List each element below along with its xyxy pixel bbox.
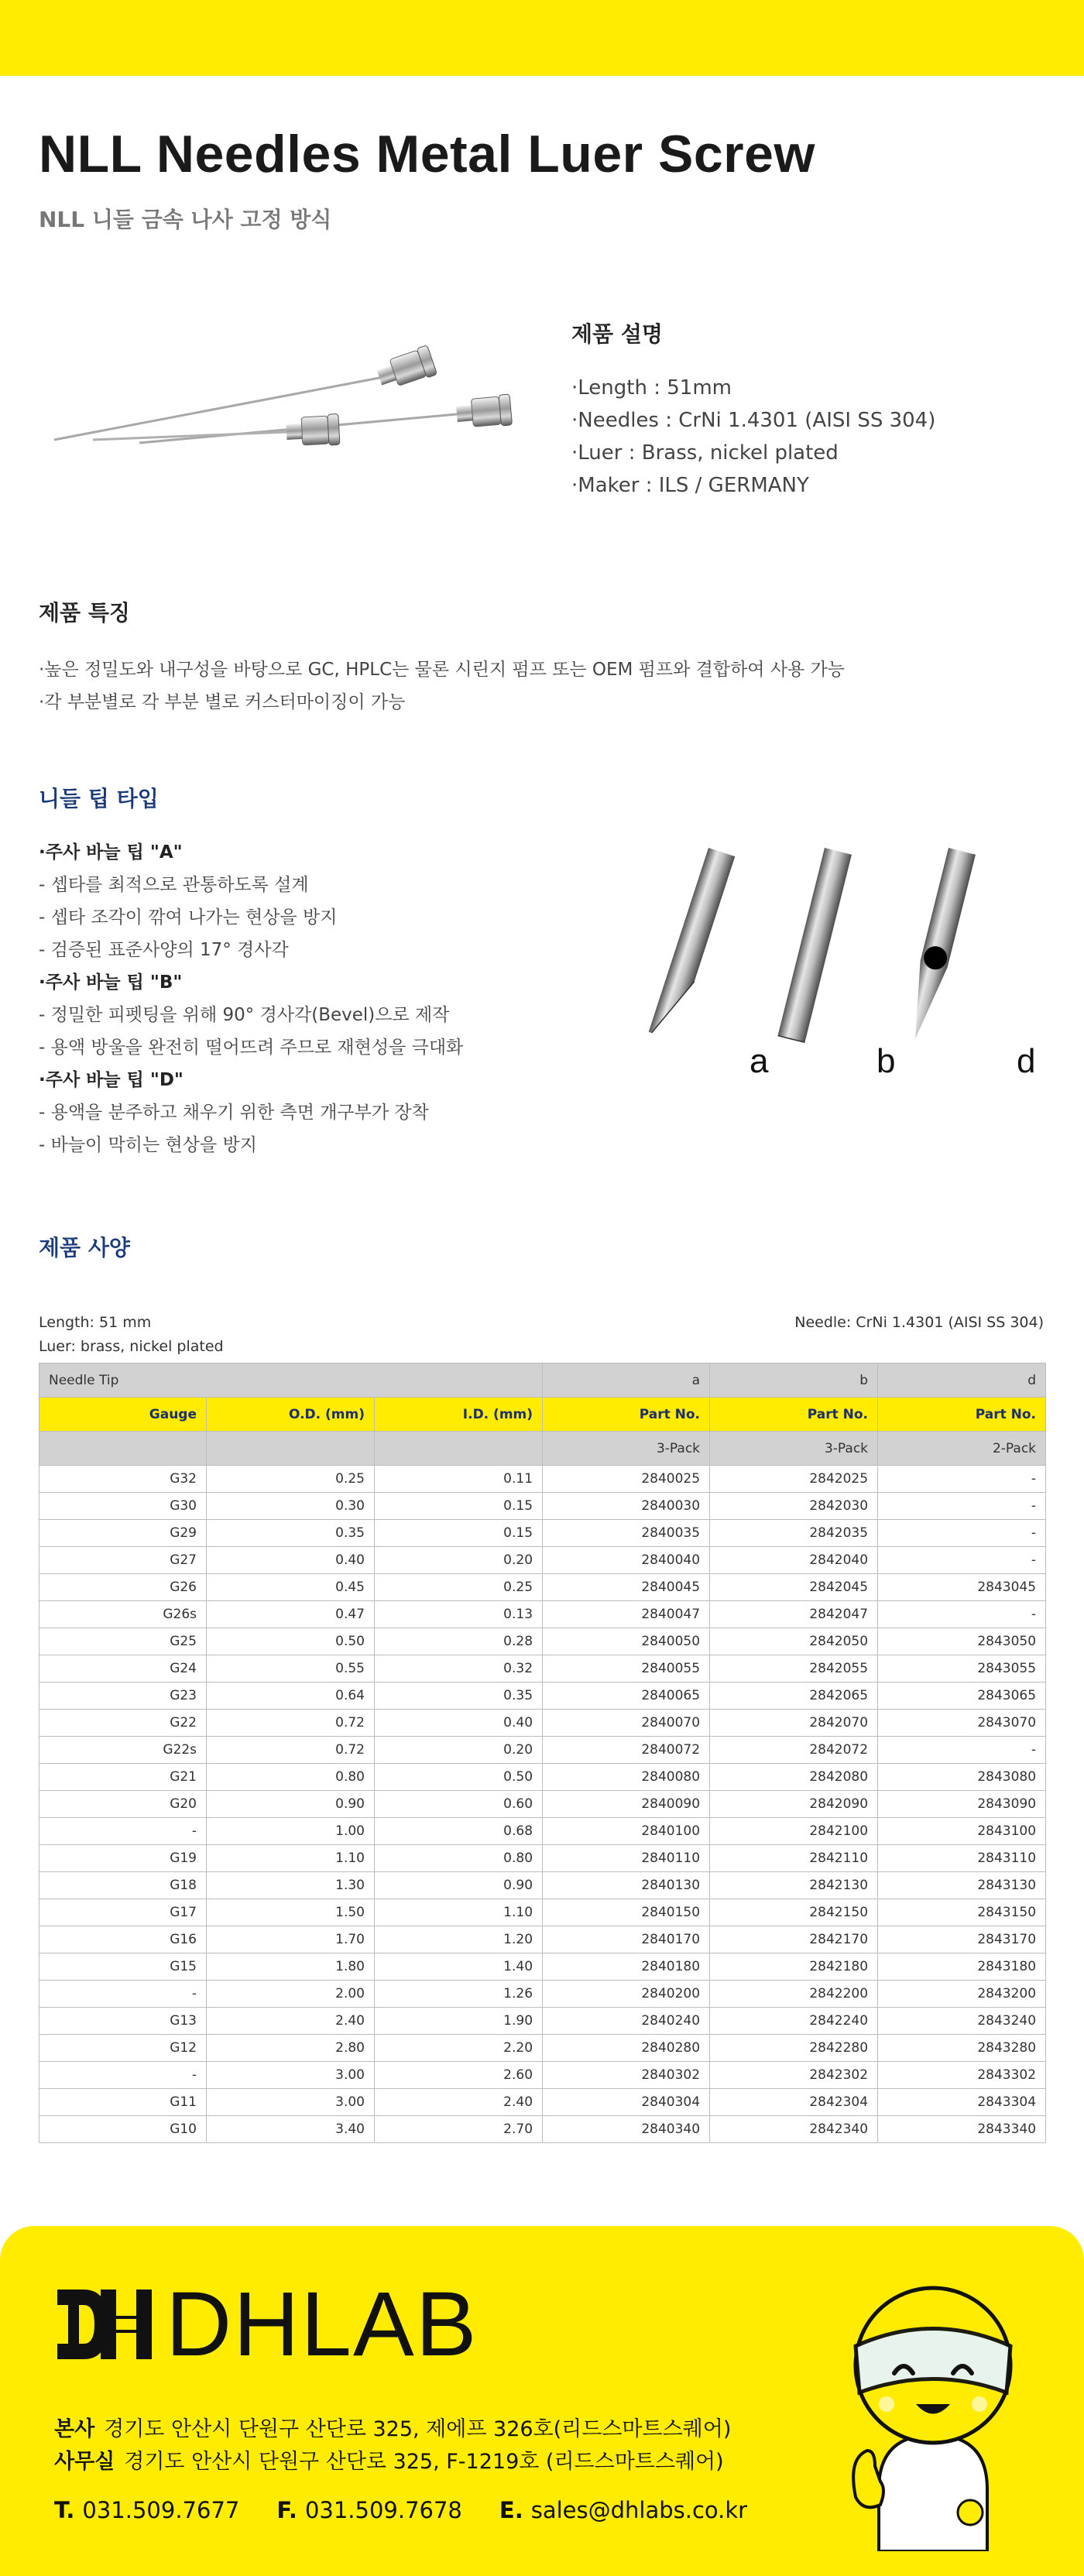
table-cell: 2.00 (207, 1981, 375, 2008)
table-cell: 1.10 (375, 1899, 543, 1926)
address-hq-label: 본사 (54, 2417, 95, 2441)
table-cell: 2840045 (543, 1574, 710, 1601)
table-cell: 2840025 (543, 1466, 710, 1493)
table-cell: 2840030 (543, 1493, 710, 1520)
tip-col-b: b (710, 1363, 878, 1398)
table-row (39, 1926, 1046, 1953)
feature-line: ·높은 정밀도와 내구성을 바탕으로 GC, HPLC는 물론 시린지 펌프 또는 OEM 펌프와 결합하여 사용 가능 (39, 660, 846, 680)
tip-label-cell: Needle Tip (39, 1363, 543, 1398)
table-cell: 2843280 (878, 2035, 1046, 2062)
table-cell: 1.80 (207, 1953, 375, 1981)
table-cell: G11 (39, 2089, 207, 2116)
email-link[interactable]: E. sales@dhlabs.co.kr (499, 2497, 748, 2523)
table-cell: 2843340 (878, 2116, 1046, 2143)
table-row (39, 2116, 1046, 2143)
spec-needle: Needle: CrNi 1.4301 (AISI SS 304) (794, 1314, 1044, 1331)
table-cell: 2842045 (710, 1574, 878, 1601)
table-row (39, 1845, 1046, 1872)
table-row (39, 2089, 1046, 2116)
table-row (39, 1466, 1046, 1493)
table-header-row (39, 1398, 1046, 1432)
table-cell: G27 (39, 1547, 207, 1574)
table-cell: 1.10 (207, 1845, 375, 1872)
tip-b-label: b (876, 1042, 896, 1080)
table-cell: 0.20 (375, 1737, 543, 1764)
table-cell: 1.50 (207, 1899, 375, 1926)
table-cell: G30 (39, 1493, 207, 1520)
table-cell: 2843090 (878, 1791, 1046, 1818)
table-cell: 2840280 (543, 2035, 710, 2062)
table-cell: 2842072 (710, 1737, 878, 1764)
fax: F. 031.509.7678 (276, 2497, 462, 2523)
table-cell: - (878, 1520, 1046, 1547)
table-cell: 3.00 (207, 2089, 375, 2116)
tip-b-item: - 정밀한 피펫팅을 위해 90° 경사각(Bevel)으로 제작 (39, 1005, 450, 1025)
table-cell: 0.13 (375, 1601, 543, 1628)
table-cell: 2840040 (543, 1547, 710, 1574)
table-cell: 2842035 (710, 1520, 878, 1547)
spec-luer: Luer: brass, nickel plated (39, 1338, 224, 1355)
table-cell: - (39, 1981, 207, 2008)
table-row (39, 1899, 1046, 1926)
table-cell: 2842040 (710, 1547, 878, 1574)
table-cell: 2.40 (207, 2008, 375, 2035)
table-cell: 2840170 (543, 1926, 710, 1953)
table-cell: 2.20 (375, 2035, 543, 2062)
tip-d-illustration (902, 848, 976, 1042)
table-cell: 2840200 (543, 1981, 710, 2008)
table-row (39, 1493, 1046, 1520)
description-line: ·Length : 51mm (571, 376, 732, 400)
column-header: I.D. (mm) (375, 1398, 543, 1432)
table-cell: 2843080 (878, 1764, 1046, 1791)
table-cell: 0.50 (375, 1764, 543, 1791)
table-cell: 2840100 (543, 1818, 710, 1845)
table-cell: 2842304 (710, 2089, 878, 2116)
table-cell: - (39, 1818, 207, 1845)
table-cell: 2843100 (878, 1818, 1046, 1845)
table-cell: - (878, 1737, 1046, 1764)
table-cell: 3.00 (207, 2062, 375, 2089)
table-row (39, 1953, 1046, 1981)
table-row (39, 2008, 1046, 2035)
table-cell: 2840340 (543, 2116, 710, 2143)
table-cell: 0.40 (207, 1547, 375, 1574)
table-cell: 3.40 (207, 2116, 375, 2143)
table-pack-row (39, 1432, 1046, 1466)
tip-a-illustration (649, 848, 735, 1041)
table-cell: G24 (39, 1655, 207, 1682)
table-cell: 2842302 (710, 2062, 878, 2089)
address-office (54, 2444, 724, 2475)
table-row (39, 1818, 1046, 1845)
table-cell: 1.70 (207, 1926, 375, 1953)
table-row (39, 1710, 1046, 1737)
table-cell: 2842090 (710, 1791, 878, 1818)
table-cell: G26s (39, 1601, 207, 1628)
table-cell: 0.90 (207, 1791, 375, 1818)
table-cell: 2843070 (878, 1710, 1046, 1737)
spec-heading: 제품 사양 (39, 1235, 130, 1261)
table-cell: 0.25 (375, 1574, 543, 1601)
table-cell: 0.15 (375, 1493, 543, 1520)
table-cell: 2.70 (375, 2116, 543, 2143)
table-cell: 2842130 (710, 1872, 878, 1899)
table-cell: 0.68 (375, 1818, 543, 1845)
address-office-label: 사무실 (54, 2450, 115, 2474)
table-cell: 0.28 (375, 1628, 543, 1655)
table-cell: 2842050 (710, 1628, 878, 1655)
tips-heading: 니들 팁 타입 (39, 786, 159, 811)
table-cell: 0.30 (207, 1493, 375, 1520)
description-line: ·Maker : ILS / GERMANY (571, 474, 809, 497)
table-cell: 2843180 (878, 1953, 1046, 1981)
table-cell: G25 (39, 1628, 207, 1655)
tip-b-item: - 용액 방울을 완전히 떨어뜨려 주므로 재현성을 극대화 (39, 1038, 464, 1058)
product-features (39, 596, 1045, 719)
table-cell: 0.64 (207, 1682, 375, 1710)
table-cell: 0.47 (207, 1601, 375, 1628)
table-cell: 1.00 (207, 1818, 375, 1845)
table-cell: G22 (39, 1710, 207, 1737)
table-row (39, 1981, 1046, 2008)
table-cell: 2840065 (543, 1682, 710, 1710)
table-cell: 2840150 (543, 1899, 710, 1926)
table-row (39, 1574, 1046, 1601)
table-cell: 2840047 (543, 1601, 710, 1628)
table-cell: - (878, 1493, 1046, 1520)
table-cell: 0.11 (375, 1466, 543, 1493)
column-header: O.D. (mm) (207, 1398, 375, 1432)
column-header: Gauge (39, 1398, 207, 1432)
table-cell: 0.32 (375, 1655, 543, 1682)
column-header: Part No. (878, 1398, 1046, 1432)
table-cell: 2842100 (710, 1818, 878, 1845)
table-cell: 2840055 (543, 1655, 710, 1682)
table-row (39, 1872, 1046, 1899)
table-cell: 2840240 (543, 2008, 710, 2035)
table-cell: 2.60 (375, 2062, 543, 2089)
address-hq (54, 2412, 731, 2442)
tip-a-heading: ·주사 바늘 팁 "A" (39, 842, 183, 863)
table-cell: G23 (39, 1682, 207, 1710)
table-cell: 0.60 (375, 1791, 543, 1818)
table-cell: 2.40 (375, 2089, 543, 2116)
spec-table (39, 1363, 1046, 2143)
table-cell: 2842110 (710, 1845, 878, 1872)
table-cell: 1.90 (375, 2008, 543, 2035)
feature-line: ·각 부분별로 각 부분 별로 커스터마이징이 가능 (39, 692, 406, 712)
tip-d-heading: ·주사 바늘 팁 "D" (39, 1070, 184, 1090)
table-cell: 2843170 (878, 1926, 1046, 1953)
contact-info (54, 2497, 747, 2523)
tip-d-item: - 용액을 분주하고 채우기 위한 측면 개구부가 장착 (39, 1103, 429, 1123)
pack-cell: 3-Pack (543, 1432, 710, 1466)
table-cell: 2840110 (543, 1845, 710, 1872)
table-cell: 2842070 (710, 1710, 878, 1737)
address-hq-text: 경기도 안산시 단원구 산단로 325, 제에프 326호(리드스마트스퀘어) (104, 2417, 732, 2441)
table-cell: 2843302 (878, 2062, 1046, 2089)
table-cell: G12 (39, 2035, 207, 2062)
table-row (39, 2062, 1046, 2089)
table-cell: G10 (39, 2116, 207, 2143)
table-cell: 2840302 (543, 2062, 710, 2089)
table-cell: 2840080 (543, 1764, 710, 1791)
table-cell: 2842047 (710, 1601, 878, 1628)
table-row (39, 1655, 1046, 1682)
column-header: Part No. (543, 1398, 710, 1432)
table-cell: G29 (39, 1520, 207, 1547)
needle-tip-diagram (635, 848, 1053, 1080)
table-cell: G21 (39, 1764, 207, 1791)
table-cell: 2843065 (878, 1682, 1046, 1710)
table-row (39, 1764, 1046, 1791)
table-cell: G26 (39, 1574, 207, 1601)
table-cell: 2842180 (710, 1953, 878, 1981)
tip-a-label: a (750, 1042, 769, 1080)
table-cell: 0.35 (375, 1682, 543, 1710)
table-cell: 2840180 (543, 1953, 710, 1981)
table-cell: 2842065 (710, 1682, 878, 1710)
table-cell: - (39, 2062, 207, 2089)
table-cell: G18 (39, 1872, 207, 1899)
table-cell: G20 (39, 1791, 207, 1818)
mascot-illustration (832, 2257, 1034, 2551)
table-cell: G15 (39, 1953, 207, 1981)
footer (0, 2226, 1084, 2576)
table-cell: - (878, 1466, 1046, 1493)
table-cell: 2842200 (710, 1981, 878, 2008)
table-row (39, 1601, 1046, 1628)
dhlab-logo (54, 2273, 479, 2375)
top-accent-bar (0, 0, 1084, 76)
table-cell: 0.20 (375, 1547, 543, 1574)
table-cell: 2843240 (878, 2008, 1046, 2035)
table-cell: 2842240 (710, 2008, 878, 2035)
table-cell: 2843055 (878, 1655, 1046, 1682)
table-cell: G32 (39, 1466, 207, 1493)
brand-name: DHLAB (166, 2273, 479, 2375)
table-row (39, 1520, 1046, 1547)
tip-col-d: d (878, 1363, 1046, 1398)
table-row (39, 1628, 1046, 1655)
table-cell: 2842280 (710, 2035, 878, 2062)
table-cell: G13 (39, 2008, 207, 2035)
table-cell: 2842340 (710, 2116, 878, 2143)
table-cell: - (878, 1547, 1046, 1574)
table-cell: 2842030 (710, 1493, 878, 1520)
table-row (39, 1737, 1046, 1764)
table-cell: 1.30 (207, 1872, 375, 1899)
table-cell: 2842080 (710, 1764, 878, 1791)
table-cell: 2840035 (543, 1520, 710, 1547)
table-cell: 2843050 (878, 1628, 1046, 1655)
table-cell: 0.80 (207, 1764, 375, 1791)
description-line: ·Luer : Brass, nickel plated (571, 441, 839, 465)
table-cell: 2.80 (207, 2035, 375, 2062)
needle-tip-types (39, 782, 658, 1161)
table-cell: 0.50 (207, 1628, 375, 1655)
features-heading: 제품 특징 (39, 600, 130, 626)
table-cell: 2842025 (710, 1466, 878, 1493)
table-cell: 0.72 (207, 1737, 375, 1764)
phone: T. 031.509.7677 (54, 2497, 240, 2523)
table-cell: 2843150 (878, 1899, 1046, 1926)
table-cell: 0.72 (207, 1710, 375, 1737)
table-cell: 2840050 (543, 1628, 710, 1655)
table-cell: G17 (39, 1899, 207, 1926)
table-tip-row (39, 1363, 1046, 1398)
dhlab-logo-icon (54, 2283, 155, 2365)
table-cell: G22s (39, 1737, 207, 1764)
column-header: Part No. (710, 1398, 878, 1432)
table-cell: 0.45 (207, 1574, 375, 1601)
table-cell: G16 (39, 1926, 207, 1953)
table-cell: 2840130 (543, 1872, 710, 1899)
tip-d-label: d (1017, 1042, 1036, 1080)
table-cell: 2843304 (878, 2089, 1046, 2116)
page-subtitle: NLL 니들 금속 나사 고정 방식 (39, 207, 332, 232)
pack-cell: 2-Pack (878, 1432, 1046, 1466)
table-cell: 2842150 (710, 1899, 878, 1926)
table-cell: 0.15 (375, 1520, 543, 1547)
tip-a-item: - 검증된 표준사양의 17° 경사각 (39, 940, 289, 960)
description-heading: 제품 설명 (571, 321, 663, 347)
table-cell: 1.20 (375, 1926, 543, 1953)
tip-a-item: - 셉타를 최적으로 관통하도록 설계 (39, 875, 309, 895)
table-cell: 2843200 (878, 1981, 1046, 2008)
table-cell: 1.26 (375, 1981, 543, 2008)
table-cell: 2842055 (710, 1655, 878, 1682)
table-cell: 1.40 (375, 1953, 543, 1981)
page-title: NLL Needles Metal Luer Screw (39, 125, 815, 184)
table-row (39, 1791, 1046, 1818)
table-cell: 2842170 (710, 1926, 878, 1953)
spec-length: Length: 51 mm (39, 1314, 152, 1331)
table-cell: 2840070 (543, 1710, 710, 1737)
table-cell: - (878, 1601, 1046, 1628)
table-cell: 2843110 (878, 1845, 1046, 1872)
table-row (39, 2035, 1046, 2062)
pack-cell: 3-Pack (710, 1432, 878, 1466)
table-cell: 2843045 (878, 1574, 1046, 1601)
table-cell: 2843130 (878, 1872, 1046, 1899)
tip-b-illustration (778, 848, 852, 1042)
table-cell: 2840304 (543, 2089, 710, 2116)
needle-product-image (46, 341, 542, 496)
table-cell: 0.40 (375, 1710, 543, 1737)
tip-d-item: - 바늘이 막히는 현상을 방지 (39, 1135, 257, 1155)
table-cell: 0.90 (375, 1872, 543, 1899)
tip-a-item: - 셉타 조각이 깎여 나가는 현상을 방지 (39, 907, 338, 928)
table-cell: 0.80 (375, 1845, 543, 1872)
table-row (39, 1682, 1046, 1710)
table-cell: 0.55 (207, 1655, 375, 1682)
table-cell: 0.35 (207, 1520, 375, 1547)
table-cell: G19 (39, 1845, 207, 1872)
table-row (39, 1547, 1046, 1574)
table-cell: 0.25 (207, 1466, 375, 1493)
table-cell: 2840072 (543, 1737, 710, 1764)
table-cell: 2840090 (543, 1791, 710, 1818)
tip-b-heading: ·주사 바늘 팁 "B" (39, 972, 183, 993)
description-line: ·Needles : CrNi 1.4301 (AISI SS 304) (571, 409, 936, 432)
address-office-text: 경기도 안산시 단원구 산단로 325, F-1219호 (리드스마트스퀘어) (124, 2450, 724, 2474)
tip-col-a: a (543, 1363, 710, 1398)
product-description (571, 317, 1036, 502)
